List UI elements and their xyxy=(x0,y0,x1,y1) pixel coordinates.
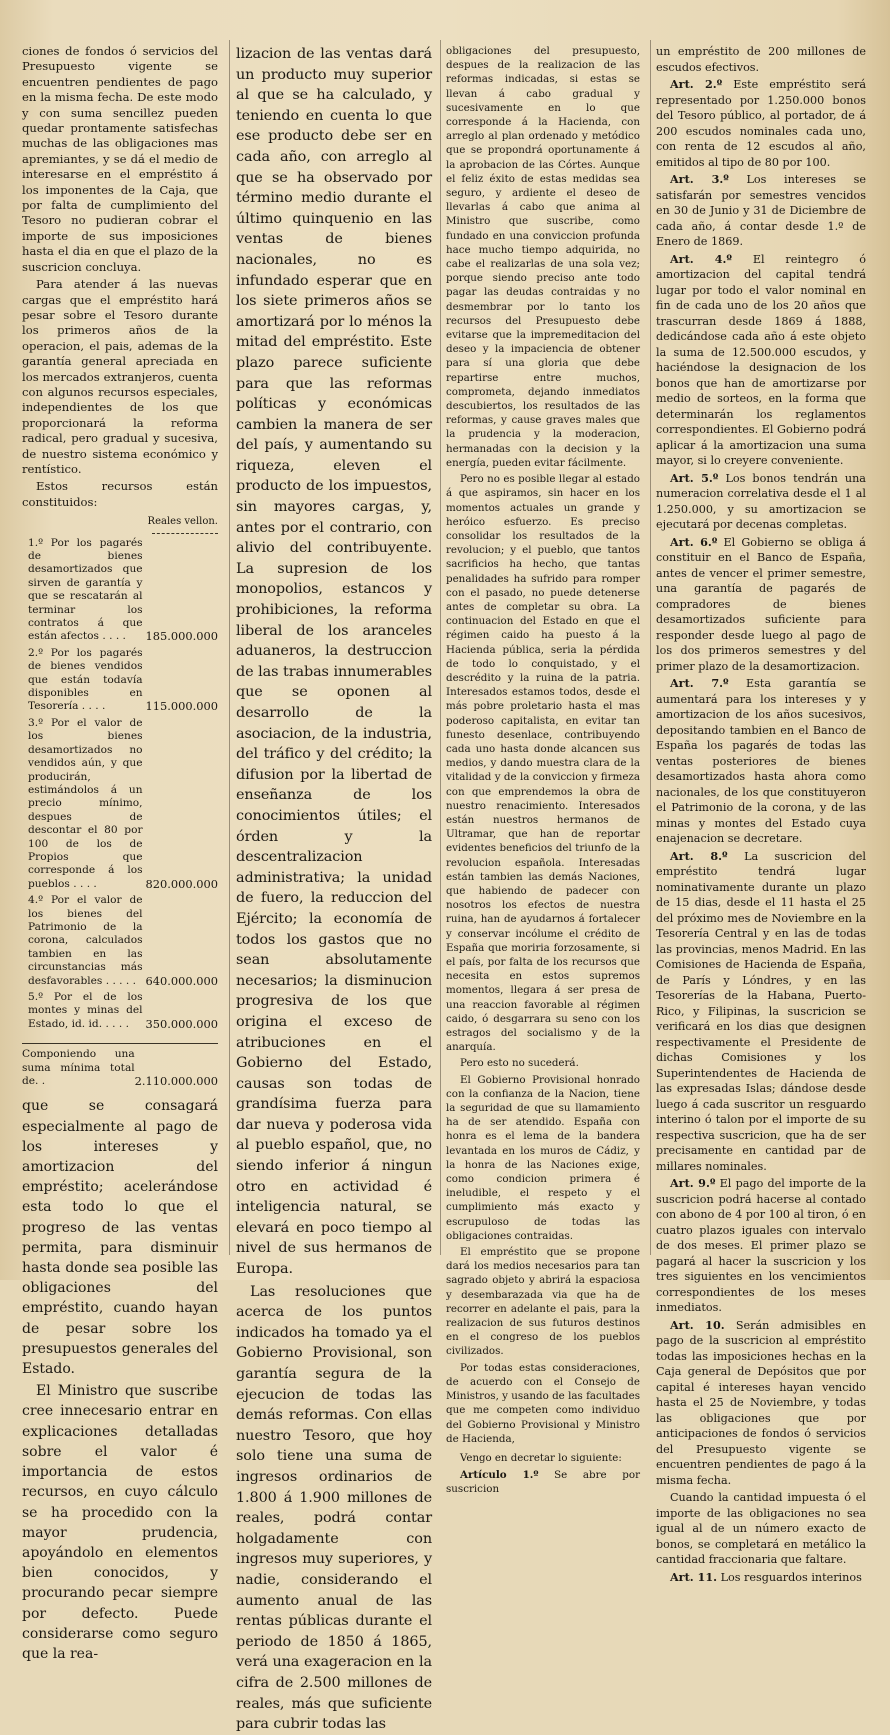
article-label: Art. 9.º xyxy=(670,1176,716,1190)
article xyxy=(656,535,866,675)
column-rule xyxy=(650,40,651,1255)
ledger-item xyxy=(22,717,218,891)
article-text: Esta garantía se aumentará para los intereses y y amortizacion de los años sucesivos, depositando tambien en el Banco de España los pagarés de todas las ventas posteriores de bienes desamortizados hasta ahora como nacionales, de los que constituyeron el Patrimonio de la corona, y de las minas y montes del Estado cuya enajenacion se decretare. xyxy=(656,677,866,845)
article-label: Art. 4.º xyxy=(670,251,733,266)
ledger-item-text: 1.º Por los pagarés de bienes desamortizados que sirven de garantía y que se rescatarán al terminar los contratos á que están afectos . . . . xyxy=(28,536,143,643)
article-text: El pago del importe de la suscricion podrá hacerse al contado con abono de 4 por 100 al tiron, ó en cuatro plazos iguales con intervalo de dos meses. El primer plazo se pagará al hacer la suscricion y los tres siguientes en los vencimientos correspondientes de los meses inmediatos. xyxy=(656,1177,866,1314)
article-text: Serán admisibles en pago de la suscricion al empréstito todas las imposiciones hechas en la Caja general de Depósitos que por capital é intereses hayan vencido hasta el 25 de Noviembre, y todas las obligaciones que por anticipaciones de fondos ó servicios del Presupuesto vigente se encuentren pendientes de pago á la misma fecha. xyxy=(656,1318,867,1487)
paragraph: El Gobierno Provisional honrado con la confianza de la Nacion, tiene la seguridad de que su llamamiento ha de ser atendido. España con honra es el lema de la bandera levantada en los muros de Cádiz, y la honra de las Naciones exige, como condicion primera é ineludible, el respeto y el cumplimiento más exacto y escrupuloso de todas las obligaciones contraidas. xyxy=(446,1073,640,1242)
article-label: Art. 3.º xyxy=(670,172,729,186)
column-3 xyxy=(446,44,640,1496)
paragraph: Pero no es posible llegar al estado á que aspiramos, sin hacer en los momentos actuales un grande y heróico esfuerzo. Es preciso consolidar los resultados de la revolucion; y el pueblo, que tantos sacrificios ha hecho, que tantas penalidades ha sufrido para romper con el pasado, no puede detenerse antes de completar su obra. La continuacion del Estado en que el régimen caido ha puesto á la Hacienda pública, seria la pérdida de todo lo conquistado, y el descrédito y la ruina de la patria. Interesados estamos todos, desde el más pobre proletario hasta el mas poderoso capitalista, en evitar tan funesto desenlace, contribuyendo cada uno hasta donde alcancen sus medios, y dando muestra clara de la vitalidad y de la conviccion y firmeza con que emprendemos la obra de nuestro renacimiento. Interesados están nuestros hermanos de Ultramar, que han de reportar evidentes beneficios del triunfo de la revolucion española. Interesadas están tambien las demás Naciones, que habiendo de padecer con nosotros los efectos de nuestra ruina, han de ayudarnos á fortalecer y conservar incólume el crédito de España que moriria forzosamente, si el país, por falta de los recursos que necesita en estos supremos momentos, llegara á ser presa de una reaccion favorable al régimen caido, ó desgarrara su seno con los estragos del socialismo y de la anarquía. xyxy=(446,473,640,1054)
article-text: El Gobierno se obliga á constituir en el Banco de España, antes de vencer el primer semestre, una garantía de pagarés de compradores de bienes desamortizados suficiente para responder desde luego al pago de los dos primeros semestres y del primer plazo de la desamortizacion. xyxy=(656,535,866,673)
paragraph: ciones de fondos ó servicios del Presupuesto vigente se encuentren pendientes de pago en la misma fecha. De este modo y con suma sencillez pueden quedar prontamente satisfechas muchas de las obligaciones mas apremiantes, y se dá el medio de interesarse en el empréstito á los imponentes de la Caja, que por falta de cumplimiento del Tesoro no pudieran cobrar el importe de sus imposiciones hasta el dia en que el plazo de la suscricion concluya. xyxy=(22,44,218,274)
ledger-item xyxy=(22,894,218,988)
ledger-item-amount: 820.000.000 xyxy=(145,876,218,891)
ledger-item xyxy=(22,991,218,1031)
paragraph: un empréstito de 200 millones de escudos efectivos. xyxy=(656,45,866,74)
article xyxy=(656,1318,866,1489)
paragraph: Estos recursos están constituidos: xyxy=(22,479,218,509)
decree-formula: Vengo en decretar lo siguiente: xyxy=(460,1452,622,1464)
ledger-item-text: 2.º Por los pagarés de bienes vendidos que están todavía disponibles en Tesorería . . . . xyxy=(28,646,143,713)
column-1 xyxy=(22,44,218,1662)
paragraph: Cuando la cantidad impuesta ó el importe de las obligaciones no sea igual al de un número exacto de bonos, se completará en metálico la cantidad fraccionaria que faltare. xyxy=(656,1491,866,1566)
article-label: Art. 8.º xyxy=(670,848,728,863)
article xyxy=(656,1570,866,1586)
ledger-item xyxy=(22,647,218,714)
article xyxy=(656,1176,866,1316)
article-label: Artículo 1.º xyxy=(460,1469,539,1482)
article-label: Art. 10. xyxy=(670,1317,725,1332)
paragraph: lizacion de las ventas dará un producto muy superior al que se ha calculado, y teniendo en cuenta lo que ese producto debe ser en cada año, con arreglo al que se ha observado por término medio durante el último quinquenio en las ventas de bienes nacionales, no es infundado esperar que en los siete primeros años se amortizará por lo ménos la mitad del empréstito. Este plazo parece suficiente para que las reformas políticas y económicas cambien la manera de ser del país, y aumentando su riqueza, eleven el producto de los impuestos, sin mayores cargas, y, antes por el contrario, con alivio del contribuyente. La supresion de los monopolios, estancos y prohibiciones, la reforma liberal de los aranceles aduaneros, la destruccion de las trabas innumerables que se oponen al desarrollo de la asociacion, de la industria, del tráfico y del crédito; la difusion por la libertad de enseñanza de los conocimientos útiles; el órden y la descentralizacion administrativa; la unidad de fuero, la reduccion del Ejército; la economía de todos los gastos que no sean absolutamente necesarios; la disminucion progresiva de los que origina el exceso de atribuciones en el Gobierno del Estado, causas son todas de grandísima fuerza para dar nueva y poderosa vida al pueblo español, que, no siendo inferior á ningun otro en actividad é inteligencia natural, se elevará en poco tiempo al nivel de sus hermanos de Europa. xyxy=(236,46,432,1278)
article-label: Art. 7.º xyxy=(670,676,729,690)
resources-ledger xyxy=(22,537,218,1089)
article xyxy=(656,172,866,250)
article-label: Art. 5.º xyxy=(670,470,719,485)
ledger-item-amount: 640.000.000 xyxy=(145,973,218,988)
column-rule xyxy=(229,40,230,1255)
article-label: Art. 2.º xyxy=(670,77,723,91)
ledger-total-text: Componiendo una suma mínima total de. . xyxy=(22,1048,135,1088)
article xyxy=(656,849,866,1175)
ledger-item-text: 5.º Por el de los montes y minas del Estado, id. id. . . . . xyxy=(28,991,143,1030)
paragraph: Para atender á las nuevas cargas que el empréstito hará pesar sobre el Tesoro durante los primeros años de la operacion, el pais, ademas de la garantía general apreciada en los mercados extranjeros, cuenta con algunos recursos especiales, independientes de los que proporcionará la reforma radical, pero gradual y sucesiva, de nuestro sistema económico y rentístico. xyxy=(22,277,218,476)
article-text: Se abre por suscricion xyxy=(446,1469,640,1496)
article-label: Art. 6.º xyxy=(670,534,718,549)
paragraph: Las resoluciones que acerca de los puntos indicados ha tomado ya el Gobierno Provisional, son garantía segura de la ejecucion de todas las demás reformas. Con ellas nuestro Tesoro, que hoy solo tiene una suma de ingresos ordinarios de 1.800 á 1.900 millones de reales, podrá contar holgadamente con ingresos muy superiores, y nadie, considerando el aumento anual de las rentas públicas durante el periodo de 1850 á 1865, verá una exageracion en la cifra de 2.500 millones de reales, más que suficiente para cubrir todas las xyxy=(236,1283,432,1733)
article-label: Art. 11. xyxy=(670,1569,717,1584)
article-text: Los intereses se satisfarán por semestres vencidos en 30 de Junio y 31 de Diciembre de cada año, á contar desde 1.º de Enero de 1869. xyxy=(656,173,866,248)
ledger-item xyxy=(22,537,218,644)
article xyxy=(656,676,866,847)
article-1 xyxy=(446,1468,640,1496)
paragraph: obligaciones del presupuesto, despues de la realizacion de las reformas indicadas, si estas se llevan á cabo gradual y sucesivamente en lo que corresponde á la Hacienda, con arreglo al plan ordenado y metódico que se propondrá oportunamente á la aprobacion de las Córtes. Aunque el feliz éxito de estas medidas sea seguro, y ardiente el deseo de llevarlas á cabo que anima al Ministro que suscribe, como fundado en una conviccion profunda hace mucho tiempo adquirida, no cabe el realizarlas de una sola vez; porque siendo preciso ante todo pagar las deudas contraidas y no desmembrar por lo tanto los recursos del Presupuesto debe evitarse que la impremeditacion del deseo y la impaciencia de obtener para sí una gloria que debe repartirse entre muchos, comprometa, dejando inmediatos descubiertos, los resultados de las reformas, y cause graves males que la prudencia y la moderacion, hermanadas con la decision y la energía, pueden evitar fácilmente. xyxy=(446,45,640,469)
article-text: La suscricion del empréstito tendrá lugar nominativamente durante un plazo de 15 dias, desde el 11 hasta el 25 del próximo mes de Noviembre en la Tesorería Central y en las de todas las provincias, menos Madrid. En las Comisiones de Hacienda de España, de París y Lóndres, y en las Tesorerías de la Habana, Puerto-Rico, y Filipinas, la suscricion se verificará en los dias que designen respectivamente el Presidente de dichas Comisiones y los Superintendentes de Hacienda de las expresadas Islas; dándose desde luego á cada suscritor un resguardo interino ó talon por el importe de su respectiva suscricion, que ha de ser precisamente en cantidad par de millares nominales. xyxy=(656,849,866,1173)
paragraph: que se consagará especialmente al pago de los intereses y amortizacion del empréstito; acelerándose esta todo lo que el progreso de las ventas permita, para disminuir hasta donde sea posible las obligaciones del empréstito, cuando hayan de pesar sobre los presupuestos generales del Estado. xyxy=(22,1098,218,1378)
ledger-item-amount: 115.000.000 xyxy=(145,699,218,714)
article-text: El reintegro ó amortizacion del capital tendrá lugar por todo el valor nominal en fin de cada uno de los 20 años que trascurran desde 1869 á 1888, dedicándose cada año á este objeto la suma de 12.500.000 escudos, y haciéndose la designacion de los bonos que han de amortizarse por medio de sorteos, en la forma que determinarán los reglamentos correspondientes. El Gobierno podrá aplicar á la amortizacion una suma mayor, si lo creyere conveniente. xyxy=(656,252,866,467)
ledger-total-amount: 2.110.000.000 xyxy=(134,1074,218,1089)
column-4 xyxy=(656,44,867,1584)
ledger-item-text: 3.º Por el valor de los bienes desamortizados no vendidos aún, y que producirán, estimándolos á un precio mínimo, despues de descontar el 80 por 100 de los de Propios que corresponde á los pueblos . . . . xyxy=(28,716,143,890)
article-text: Este empréstito será representado por 1.250.000 bonos del Tesoro público, al portador, de á 200 escudos nominales cada uno, con renta de 12 escudos al año, emitidos al tipo de 80 por 100. xyxy=(656,78,866,169)
article-text: Los bonos tendrán una numeracion correlativa desde el 1 al 1.250.000, y su amortizacion se ejecutará por decenas completas. xyxy=(656,471,866,531)
paragraph: Pero esto no sucederá. xyxy=(460,1057,579,1070)
ledger-item-amount: 185.000.000 xyxy=(145,629,218,644)
ledger-item-amount: 350.000.000 xyxy=(145,1016,218,1031)
article xyxy=(656,471,866,533)
column-rule xyxy=(440,40,441,1255)
paragraph: Por todas estas consideraciones, de acuerdo con el Consejo de Ministros, y usando de las facultades que me competen como individuo del Gobierno Provisional y Ministro de Hacienda, xyxy=(446,1361,640,1445)
article-text: Los resguardos interinos xyxy=(720,1570,862,1584)
paragraph: El Ministro que suscribe cree innecesario entrar en explicaciones detalladas sobre el valor é importancia de estos recursos, en cuyo cálculo se ha procedido con la mayor prudencia, apoyándolo en elementos bien conocidos, y procurando pecar siempre por defecto. Puede considerarse como seguro que la rea- xyxy=(22,1383,218,1662)
ledger-header: Reales vellon. xyxy=(22,514,218,533)
ledger-total xyxy=(22,1043,218,1088)
paragraph: El empréstito que se propone dará los medios necesarios para tan sagrado objeto y abrirá la espaciosa y desembarazada via que ha de recorrer en adelante el pais, para la realizacion de sus futuros destinos en el congreso de los pueblos civilizados. xyxy=(446,1246,640,1358)
article xyxy=(656,252,866,469)
ledger-item-text: 4.º Por el valor de los bienes del Patrimonio de la corona, calculados tambien en las circunstancias más desfavorables . . . . . xyxy=(28,894,143,987)
article xyxy=(656,77,866,170)
column-2 xyxy=(236,44,432,1733)
